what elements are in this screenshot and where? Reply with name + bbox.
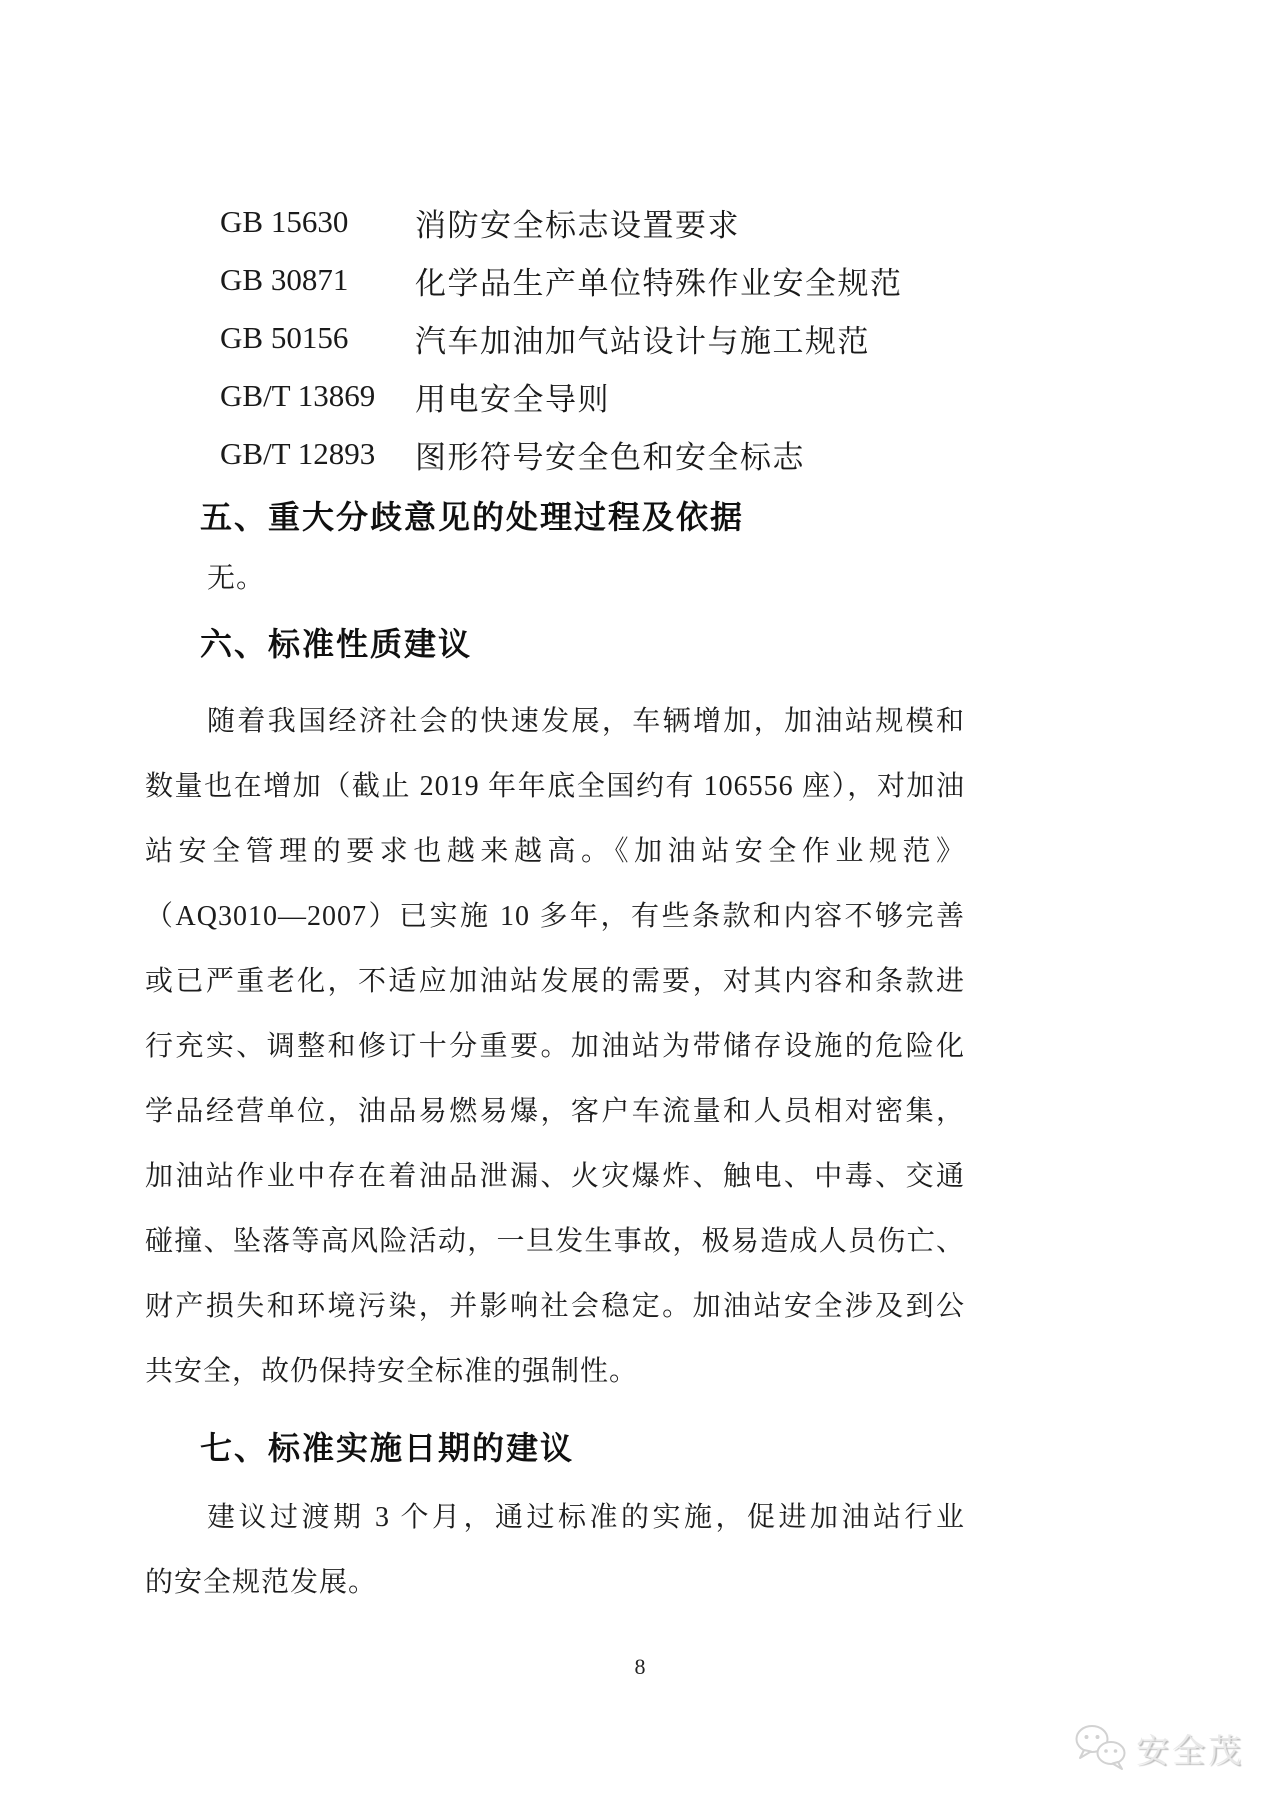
standard-code: GB/T 12893 <box>220 436 376 471</box>
standard-code: GB/T 13869 <box>220 378 376 413</box>
paragraph-line: 的安全规范发展。 <box>145 1567 378 1598</box>
standard-code: GB 30871 <box>220 262 349 297</box>
paragraph-line: 加油站作业中存在着油品泄漏、火灾爆炸、触电、中毒、交通 <box>145 1161 965 1192</box>
standard-code: GB 15630 <box>220 204 349 239</box>
reference-item <box>220 251 965 309</box>
standard-title: 化学品生产单位特殊作业安全规范 <box>415 265 903 301</box>
paragraph-line: 建议过渡期 3 个月，通过标准的实施，促进加油站行业 <box>207 1502 965 1533</box>
standard-title: 用电安全导则 <box>415 381 610 417</box>
paragraph-line: 无。 <box>207 563 266 594</box>
standard-code: GB 50156 <box>220 320 349 355</box>
paragraph-line: 数量也在增加（截止 2019 年年底全国约有 106556 座），对加油 <box>145 771 965 802</box>
reference-item <box>220 367 965 425</box>
standard-title: 图形符号安全色和安全标志 <box>415 439 805 475</box>
section-heading-6: 六、标准性质建议 <box>200 626 473 662</box>
reference-item <box>220 309 965 367</box>
wechat-icon <box>1074 1724 1128 1772</box>
reference-item <box>220 425 965 483</box>
standard-title: 消防安全标志设置要求 <box>415 207 740 243</box>
paragraph-line: 碰撞、坠落等高风险活动，一旦发生事故，极易造成人员伤亡、 <box>145 1226 965 1257</box>
paragraph-line: （AQ3010—2007）已实施 10 多年，有些条款和内容不够完善 <box>145 901 965 932</box>
watermark-label: 安全茂 <box>1136 1731 1244 1769</box>
paragraph-line: 学品经营单位，油品易燃易爆，客户车流量和人员相对密集， <box>145 1096 965 1127</box>
watermark <box>1074 1724 1244 1772</box>
paragraph-line: 站安全管理的要求也越来越高。《加油站安全作业规范》 <box>145 836 965 867</box>
page-content <box>145 193 965 1615</box>
page-number: 8 <box>634 1654 646 1679</box>
normative-references-list <box>145 193 965 483</box>
section-heading-5: 五、重大分歧意见的处理过程及依据 <box>200 499 745 535</box>
paragraph-line: 财产损失和环境污染，并影响社会稳定。加油站安全涉及到公 <box>145 1291 965 1322</box>
section-heading-7: 七、标准实施日期的建议 <box>200 1430 575 1466</box>
reference-item <box>220 193 965 251</box>
paragraph-line: 共安全，故仍保持安全标准的强制性。 <box>145 1356 639 1387</box>
paragraph-line: 行充实、调整和修订十分重要。加油站为带储存设施的危险化 <box>145 1031 965 1062</box>
paragraph-line: 随着我国经济社会的快速发展，车辆增加，加油站规模和 <box>207 706 965 737</box>
standard-title: 汽车加油加气站设计与施工规范 <box>415 323 870 359</box>
paragraph-line: 或已严重老化，不适应加油站发展的需要，对其内容和条款进 <box>145 966 965 997</box>
